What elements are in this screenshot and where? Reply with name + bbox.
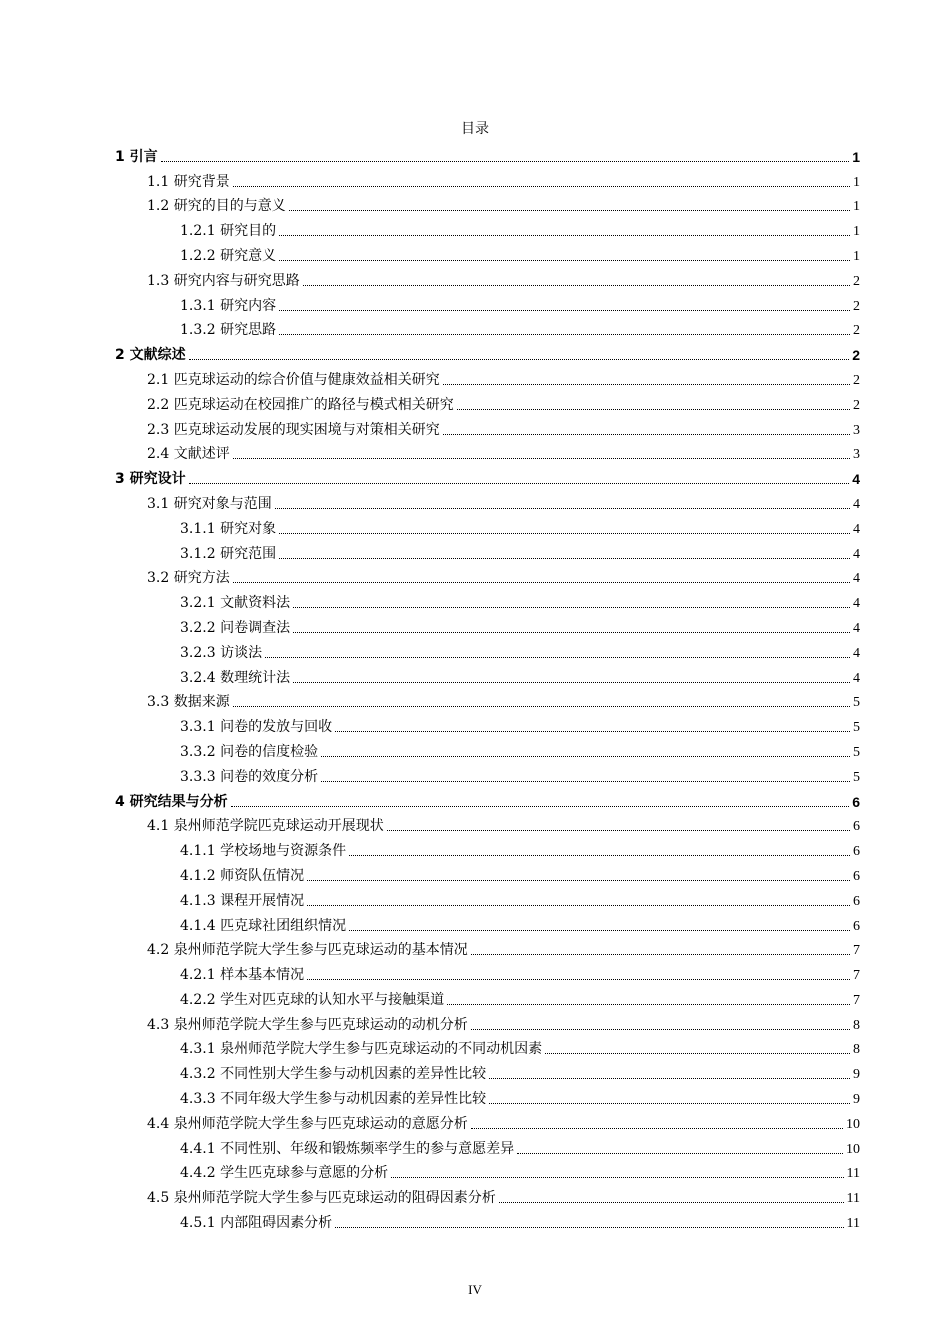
toc-leader-dots <box>335 1227 843 1228</box>
toc-entry[interactable] <box>115 215 860 240</box>
page-number: IV <box>468 1282 482 1297</box>
toc-leader-dots <box>321 781 850 782</box>
toc-entry[interactable] <box>115 811 860 836</box>
toc-entry-page-number: 6 <box>852 793 860 810</box>
toc-entry-label: 4.4.1 不同性别、年级和锻炼频率学生的参与意愿差异 <box>180 1140 515 1157</box>
toc-entry-label: 4.3.1 泉州师范学院大学生参与匹克球运动的不同动机因素 <box>180 1041 543 1058</box>
toc-entry-label: 4.5 泉州师范学院大学生参与匹克球运动的阻碍因素分析 <box>147 1190 496 1207</box>
toc-entry[interactable] <box>115 1009 860 1034</box>
toc-entry-label: 4.1.1 学校场地与资源条件 <box>180 843 347 860</box>
toc-entry[interactable] <box>115 265 860 290</box>
toc-entry-label: 3.1 研究对象与范围 <box>147 495 272 512</box>
toc-entry[interactable] <box>115 711 860 736</box>
toc-entry-label: 1.3 研究内容与研究思路 <box>147 272 300 289</box>
toc-entry[interactable] <box>115 910 860 935</box>
toc-entry-label: 3.3.2 问卷的信度检验 <box>180 743 319 760</box>
toc-entry[interactable] <box>115 1058 860 1083</box>
toc-entry-page-number: 4 <box>853 496 860 512</box>
toc-leader-dots <box>189 483 850 484</box>
toc-leader-dots <box>307 905 850 906</box>
toc-entry[interactable] <box>115 687 860 712</box>
toc-entry-label: 1 引言 <box>115 148 158 165</box>
toc-entry[interactable] <box>115 835 860 860</box>
toc-entry[interactable] <box>115 984 860 1009</box>
toc-entry[interactable] <box>115 1083 860 1108</box>
toc-entry[interactable] <box>115 959 860 984</box>
toc-entry[interactable] <box>115 488 860 513</box>
toc-leader-dots <box>447 1004 850 1005</box>
toc-entry-label: 4.1.3 课程开展情况 <box>180 892 305 909</box>
toc-leader-dots <box>161 161 850 162</box>
toc-entry-page-number: 7 <box>853 992 860 1008</box>
toc-leader-dots <box>387 830 850 831</box>
toc-entry[interactable] <box>115 885 860 910</box>
toc-entry-page-number: 5 <box>853 695 860 711</box>
toc-leader-dots <box>471 1128 843 1129</box>
toc-leader-dots <box>391 1177 843 1178</box>
toc-entry-page-number: 11 <box>846 1191 860 1207</box>
toc-leader-dots <box>279 533 850 534</box>
toc-entry-label: 4.1.4 匹克球社团组织情况 <box>180 917 347 934</box>
toc-entry-page-number: 4 <box>853 670 860 686</box>
toc-entry-page-number: 5 <box>853 769 860 785</box>
toc-entry-page-number: 8 <box>853 1042 860 1058</box>
toc-entry[interactable] <box>115 439 860 464</box>
toc-entry-page-number: 9 <box>853 1067 860 1083</box>
toc-entry-label: 3.2.2 问卷调查法 <box>180 619 291 636</box>
toc-entry[interactable] <box>115 315 860 340</box>
toc-entry-label: 4.2.1 样本基本情况 <box>180 967 305 984</box>
toc-entry-label: 3.1.2 研究范围 <box>180 545 277 562</box>
toc-entry-page-number: 2 <box>853 397 860 413</box>
toc-leader-dots <box>517 1153 843 1154</box>
toc-entry-label: 3.2.4 数理统计法 <box>180 669 291 686</box>
toc-entry-label: 4.4.2 学生匹克球参与意愿的分析 <box>180 1165 389 1182</box>
toc-leader-dots <box>321 756 850 757</box>
toc-entry-page-number: 6 <box>853 868 860 884</box>
toc-leader-dots <box>545 1053 850 1054</box>
toc-leader-dots <box>349 855 850 856</box>
toc-entry-page-number: 5 <box>853 720 860 736</box>
page-title: 目录 <box>461 121 489 137</box>
toc-entry-page-number: 2 <box>853 372 860 388</box>
toc-entry-label: 1.2.1 研究目的 <box>180 223 277 240</box>
toc-entry-page-number: 4 <box>853 521 860 537</box>
toc-entry[interactable] <box>115 1182 860 1207</box>
toc-entry-label: 1.3.2 研究思路 <box>180 322 277 339</box>
toc-entry-label: 2.1 匹克球运动的综合价值与健康效益相关研究 <box>147 371 440 388</box>
toc-leader-dots <box>307 880 850 881</box>
toc-entry-page-number: 5 <box>853 744 860 760</box>
toc-entry[interactable] <box>115 1034 860 1059</box>
toc-entry-page-number: 2 <box>852 347 860 364</box>
toc-entry-page-number: 6 <box>853 844 860 860</box>
toc-leader-dots <box>265 657 850 658</box>
toc-entry-page-number: 4 <box>853 546 860 562</box>
toc-entry[interactable] <box>115 1158 860 1183</box>
toc-entry[interactable] <box>115 637 860 662</box>
toc-entry-page-number: 6 <box>853 819 860 835</box>
toc-entry-label: 3.2 研究方法 <box>147 570 230 587</box>
toc-entry[interactable] <box>115 364 860 389</box>
toc-leader-dots <box>499 1202 844 1203</box>
toc-entry-page-number: 6 <box>853 918 860 934</box>
toc-entry-page-number: 4 <box>852 471 860 488</box>
toc-entry-label: 4.5.1 内部阻碍因素分析 <box>180 1215 333 1232</box>
toc-entry[interactable] <box>115 736 860 761</box>
toc-leader-dots <box>233 186 850 187</box>
toc-entry-page-number: 10 <box>846 1141 860 1157</box>
toc-entry-page-number: 2 <box>853 323 860 339</box>
toc-entry-label: 2.2 匹克球运动在校园推广的路径与模式相关研究 <box>147 396 454 413</box>
toc-entry-page-number: 1 <box>853 174 860 190</box>
toc-leader-dots <box>489 1078 850 1079</box>
toc-entry-page-number: 7 <box>853 968 860 984</box>
toc-entry[interactable] <box>115 389 860 414</box>
toc-entry-label: 2.3 匹克球运动发展的现实困境与对策相关研究 <box>147 421 440 438</box>
toc-entry-label: 3.1.1 研究对象 <box>180 520 277 537</box>
toc-entry-label: 4.3 泉州师范学院大学生参与匹克球运动的动机分析 <box>147 1016 468 1033</box>
toc-leader-dots <box>279 235 850 236</box>
toc-leader-dots <box>471 954 850 955</box>
toc-entry-label: 4.1.2 师资队伍情况 <box>180 867 305 884</box>
toc-entry[interactable] <box>115 191 860 216</box>
toc-entry[interactable] <box>115 463 860 488</box>
toc-entry[interactable] <box>115 513 860 538</box>
toc-entry-page-number: 4 <box>853 571 860 587</box>
toc-entry-page-number: 7 <box>853 943 860 959</box>
toc-entry[interactable] <box>115 414 860 439</box>
toc-leader-dots <box>335 731 850 732</box>
toc-leader-dots <box>233 582 850 583</box>
table-of-contents <box>115 141 860 1232</box>
toc-entry[interactable] <box>115 563 860 588</box>
toc-leader-dots <box>489 1103 850 1104</box>
toc-leader-dots <box>303 285 850 286</box>
toc-leader-dots <box>443 434 850 435</box>
toc-entry-page-number: 6 <box>853 893 860 909</box>
toc-entry-page-number: 2 <box>853 298 860 314</box>
toc-entry[interactable] <box>115 538 860 563</box>
toc-leader-dots <box>233 458 850 459</box>
toc-entry[interactable] <box>115 786 860 811</box>
toc-entry-label: 3.2.3 访谈法 <box>180 644 263 661</box>
toc-entry-label: 2 文献综述 <box>115 347 186 364</box>
toc-leader-dots <box>471 1029 850 1030</box>
toc-leader-dots <box>307 979 850 980</box>
toc-entry-page-number: 3 <box>853 422 860 438</box>
toc-entry-label: 3.3.1 问卷的发放与回收 <box>180 719 333 736</box>
toc-entry[interactable] <box>115 935 860 960</box>
toc-entry[interactable] <box>115 290 860 315</box>
toc-entry[interactable] <box>115 339 860 364</box>
toc-entry-page-number: 1 <box>853 199 860 215</box>
toc-entry[interactable] <box>115 1108 860 1133</box>
toc-entry-label: 3.2.1 文献资料法 <box>180 595 291 612</box>
toc-leader-dots <box>279 260 850 261</box>
toc-leader-dots <box>279 310 850 311</box>
toc-leader-dots <box>349 930 850 931</box>
toc-entry-page-number: 11 <box>846 1166 860 1182</box>
toc-leader-dots <box>231 806 850 807</box>
toc-entry-page-number: 2 <box>853 273 860 289</box>
toc-entry[interactable] <box>115 662 860 687</box>
toc-entry-label: 4.2.2 学生对匹克球的认知水平与接触渠道 <box>180 991 445 1008</box>
toc-entry-page-number: 8 <box>853 1017 860 1033</box>
toc-entry-label: 1.2 研究的目的与意义 <box>147 198 286 215</box>
toc-entry-label: 1.3.1 研究内容 <box>180 297 277 314</box>
toc-entry-label: 3.3.3 问卷的效度分析 <box>180 768 319 785</box>
toc-entry-page-number: 10 <box>846 1116 860 1132</box>
toc-leader-dots <box>279 558 850 559</box>
toc-entry-page-number: 9 <box>853 1092 860 1108</box>
toc-leader-dots <box>293 632 850 633</box>
toc-entry-label: 2.4 文献述评 <box>147 446 230 463</box>
toc-entry[interactable] <box>115 612 860 637</box>
toc-entry-label: 4.2 泉州师范学院大学生参与匹克球运动的基本情况 <box>147 942 468 959</box>
toc-entry[interactable] <box>115 1133 860 1158</box>
toc-entry-page-number: 4 <box>853 620 860 636</box>
toc-entry[interactable] <box>115 761 860 786</box>
toc-entry-page-number: 11 <box>846 1216 860 1232</box>
toc-leader-dots <box>443 384 850 385</box>
toc-entry-page-number: 1 <box>853 224 860 240</box>
toc-entry-label: 4 研究结果与分析 <box>115 793 228 810</box>
toc-leader-dots <box>289 210 850 211</box>
toc-entry[interactable] <box>115 860 860 885</box>
toc-leader-dots <box>233 706 850 707</box>
toc-leader-dots <box>293 607 850 608</box>
toc-entry[interactable] <box>115 587 860 612</box>
toc-entry-page-number: 4 <box>853 596 860 612</box>
toc-entry-label: 3 研究设计 <box>115 471 186 488</box>
toc-leader-dots <box>189 359 850 360</box>
toc-entry-page-number: 1 <box>853 248 860 264</box>
toc-entry-label: 1.1 研究背景 <box>147 173 230 190</box>
toc-entry-label: 4.4 泉州师范学院大学生参与匹克球运动的意愿分析 <box>147 1115 468 1132</box>
toc-entry-page-number: 3 <box>853 447 860 463</box>
toc-leader-dots <box>275 508 850 509</box>
toc-entry-label: 4.3.3 不同年级大学生参与动机因素的差异性比较 <box>180 1091 487 1108</box>
toc-entry-label: 1.2.2 研究意义 <box>180 247 277 264</box>
toc-entry[interactable] <box>115 141 860 166</box>
toc-entry-label: 4.3.2 不同性别大学生参与动机因素的差异性比较 <box>180 1066 487 1083</box>
toc-leader-dots <box>279 334 850 335</box>
toc-entry[interactable] <box>115 240 860 265</box>
toc-leader-dots <box>293 682 850 683</box>
toc-entry-label: 3.3 数据来源 <box>147 694 230 711</box>
toc-entry[interactable] <box>115 1207 860 1232</box>
toc-entry[interactable] <box>115 166 860 191</box>
toc-leader-dots <box>457 409 850 410</box>
toc-entry-page-number: 1 <box>852 148 860 165</box>
toc-entry-label: 4.1 泉州师范学院匹克球运动开展现状 <box>147 818 384 835</box>
toc-entry-page-number: 4 <box>853 645 860 661</box>
